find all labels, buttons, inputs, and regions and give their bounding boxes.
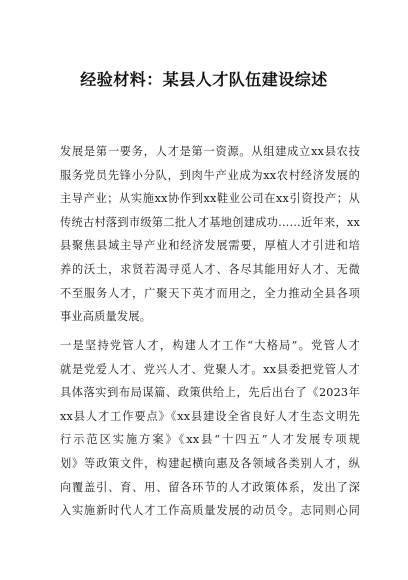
text-line: xx县人才工作要点》《xx县建设全省良好人才生态文明先	[60, 409, 360, 423]
text-line: 事业高质量发展。	[60, 310, 152, 324]
text-line: 划》等政策文件，构建起横向惠及各领域各类别人才，纵	[60, 456, 360, 470]
text-line: 养的沃土，求贤若渴寻觅人才、各尽其能用好人才、无微	[60, 262, 360, 276]
text-line: 就是党爱人才、党兴人才、党聚人才。xx县委把党管人才	[60, 362, 360, 376]
text-line: 行示范区实施方案》《xx县“十四五”人才发展专项规	[60, 433, 360, 447]
text-line: 主导产业；从实施xx协作到xx鞋业公司在xx引资投产；从	[60, 192, 360, 206]
text-line: 入实施新时代人才工作高质量发展的动员令。志同则心同	[60, 504, 360, 518]
text-line: 县聚焦县域主导产业和经济发展需要，厚植人才引进和培	[60, 239, 360, 253]
text-line: 具体落实到布局谋篇、政策供给上，先后出台了《2023年	[60, 386, 360, 400]
text-line: 一是坚持党管人才，构建人才工作“大格局”。党管人才	[60, 339, 360, 352]
paragraph-intro	[60, 140, 360, 329]
text-line: 服务党员先锋小分队，到肉牛产业成为xx农村经济发展的	[60, 168, 360, 182]
text-line: 发展是第一要务，人才是第一资源。从组建成立xx县农技	[60, 145, 360, 158]
text-line: 不至服务人才，广聚天下英才而用之，全力推动全县各项	[60, 286, 360, 300]
document-title: 经验材料：某县人才队伍建设综述	[80, 70, 328, 89]
text-line: 传统古村落到市级第二批人才基地创建成功……近年来，xx	[60, 215, 360, 229]
paragraph-party-leadership	[60, 334, 360, 523]
text-line: 向覆盖引、育、用、留各环节的人才政策体系，发出了深	[60, 480, 360, 494]
